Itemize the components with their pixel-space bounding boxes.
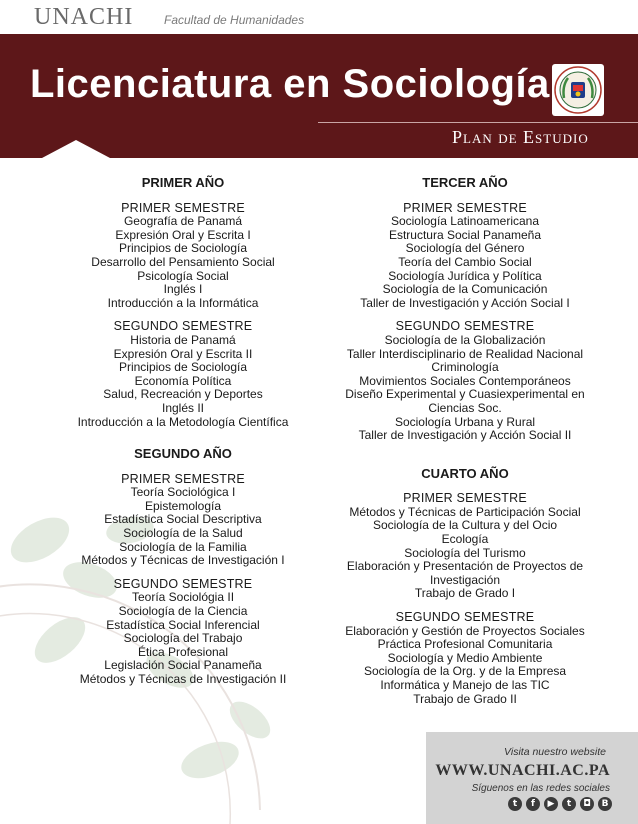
course-item: Elaboración y Gestión de Proyectos Sociales [345, 623, 585, 638]
semester-title: PRIMER SEMESTRE [121, 471, 245, 486]
course-item: Diseño Experimental y Cuasiexperimental en Ciencias Soc. [345, 387, 585, 415]
website-box [426, 732, 638, 824]
semester-title: SEGUNDO SEMESTRE [113, 576, 253, 591]
twitter-icon[interactable]: t [508, 797, 522, 811]
course-item: Sociología de la Cultura y del Ocio [372, 518, 558, 533]
course-item: Estadística Social Inferencial [106, 617, 260, 632]
course-item: Teoría Sociológica I [130, 485, 236, 500]
university-seal-icon [552, 64, 604, 116]
social-icons [508, 797, 612, 811]
left-column [40, 176, 326, 697]
course-item: Inglés II [161, 400, 205, 415]
semester-block [40, 202, 326, 311]
year-title: PRIMER AÑO [141, 175, 225, 190]
course-item: Sociología de la Org. y de la Empresa [363, 664, 567, 679]
semester-title: SEGUNDO SEMESTRE [395, 610, 535, 625]
course-item: Métodos y Técnicas de Participación Social [349, 504, 581, 519]
plan-subtitle: Plan de Estudio [452, 127, 589, 147]
course-item: Sociología Jurídica y Política [388, 268, 542, 283]
course-item: Teoría del Cambio Social [398, 254, 532, 269]
course-item: Sociología de la Comunicación [382, 282, 548, 297]
semester-block [40, 578, 326, 687]
semester-block [336, 492, 594, 601]
course-item: Trabajo de Grado II [413, 691, 517, 706]
course-item: Inglés I [163, 282, 203, 297]
watermark-leaf [176, 735, 243, 786]
semester-block [40, 473, 326, 568]
course-item: Introducción a la Metodología Científica [77, 414, 289, 429]
course-item: Sociología y Medio Ambiente [387, 650, 543, 665]
course-item: Práctica Profesional Comunitaria [377, 637, 553, 652]
course-item: Principios de Sociología [118, 241, 248, 256]
course-item: Taller Interdisciplinario de Realidad Nacional [346, 346, 584, 361]
banner-notch [42, 140, 110, 158]
brand-logo[interactable]: UNACHI [34, 4, 134, 30]
course-item: Teoría Sociológia II [131, 590, 235, 605]
tumblr-icon[interactable]: t [562, 797, 576, 811]
header-rule [318, 122, 638, 123]
course-item: Trabajo de Grado I [414, 586, 516, 601]
course-item: Sociología de la Ciencia [118, 604, 248, 619]
course-item: Salud, Recreación y Deportes [103, 387, 263, 402]
right-column [336, 176, 594, 716]
top-bar [0, 0, 638, 34]
course-item: Psicología Social [137, 268, 229, 283]
course-item: Taller de Investigación y Acción Social I [360, 295, 570, 310]
visit-label: Visita nuestro website [504, 746, 606, 758]
page-title: Licenciatura en Sociología [30, 62, 550, 106]
course-item: Elaboración y Presentación de Proyectos de Investigación [346, 559, 584, 587]
semester-title: PRIMER SEMESTRE [121, 200, 245, 215]
course-item: Legislación Social Panameña [104, 658, 262, 673]
semester-block [336, 611, 594, 706]
course-item: Economía Política [134, 373, 232, 388]
semester-block [336, 202, 594, 311]
course-item: Desarrollo del Pensamiento Social [91, 254, 275, 269]
social-label: Síguenos en las redes sociales [471, 783, 610, 794]
semester-block [40, 320, 326, 429]
course-item: Historia de Panamá [130, 332, 236, 347]
youtube-icon[interactable]: ▶ [544, 797, 558, 811]
course-item: Taller de Investigación y Acción Social II [358, 428, 572, 443]
faculty-name: Facultad de Humanidades [164, 13, 305, 27]
year-title: CUARTO AÑO [421, 465, 509, 481]
course-item: Métodos y Técnicas de Investigación I [81, 553, 285, 568]
year-title: TERCER AÑO [422, 175, 508, 190]
course-item: Sociología Urbana y Rural [394, 414, 536, 429]
course-item: Estructura Social Panameña [388, 227, 542, 242]
course-item: Epistemología [144, 498, 222, 513]
course-item: Geografía de Panamá [123, 214, 243, 229]
course-item: Sociología del Género [405, 241, 525, 256]
course-item: Criminología [431, 360, 499, 375]
year-title: SEGUNDO AÑO [134, 446, 232, 462]
course-item: Estadística Social Descriptiva [104, 512, 262, 527]
course-item: Sociología de la Salud [123, 526, 243, 541]
semester-title: SEGUNDO SEMESTRE [395, 319, 535, 334]
semester-title: SEGUNDO SEMESTRE [113, 319, 253, 334]
blogger-icon[interactable]: B [598, 797, 612, 811]
course-item: Movimientos Sociales Contemporáneos [359, 373, 571, 388]
facebook-icon[interactable]: f [526, 797, 540, 811]
course-item: Ecología [441, 532, 489, 547]
course-item: Sociología del Trabajo [123, 631, 243, 646]
course-item: Sociología de la Familia [119, 539, 247, 554]
course-item: Introducción a la Informática [107, 295, 259, 310]
course-item: Expresión Oral y Escrita II [113, 346, 253, 361]
watermark-leaf [223, 695, 276, 746]
course-item: Expresión Oral y Escrita I [115, 227, 251, 242]
instagram-icon[interactable]: ◘ [580, 797, 594, 811]
course-item: Sociología del Turismo [404, 545, 526, 560]
semester-title: PRIMER SEMESTRE [403, 491, 527, 506]
course-item: Ética Profesional [137, 644, 229, 659]
semester-title: PRIMER SEMESTRE [403, 200, 527, 215]
course-item: Informática y Manejo de las TIC [380, 678, 550, 692]
course-item: Principios de Sociología [118, 360, 248, 375]
semester-block [336, 320, 594, 442]
course-item: Sociología de la Globalización [384, 332, 546, 347]
course-item: Métodos y Técnicas de Investigación II [79, 672, 287, 686]
course-item: Sociología Latinoamericana [390, 214, 540, 229]
website-link[interactable]: WWW.UNACHI.AC.PA [435, 762, 610, 779]
